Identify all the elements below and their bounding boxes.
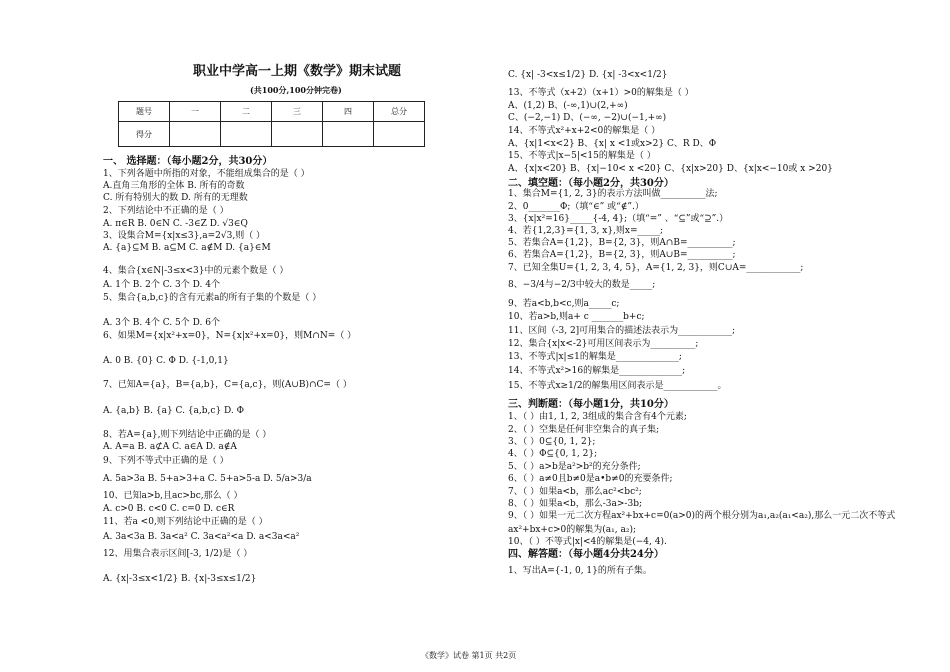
score-header-cell: 二 (221, 102, 272, 122)
question-line: ax²+bx+c>0的解集为(a₁, a₂); (508, 525, 636, 535)
question-line: 3、设集合M={x|x≤3},a=2√3,则（ ） (103, 231, 266, 241)
question-line: A. {a,b} B. {a} C. {a,b,c} D. Φ (103, 406, 245, 416)
question-line: 1、写出A={-1, 0, 1}的所有子集。 (508, 566, 652, 576)
question-line: 9、若a<b,b<c,则a_____c; (508, 299, 620, 309)
question-line: A. A=a B. a⊄A C. a∈A D. a∉A (103, 442, 237, 452)
score-table (118, 101, 425, 147)
score-cell[interactable] (170, 122, 221, 147)
page-subtitle: (共100分,100分钟完卷) (250, 85, 342, 95)
question-line: 2、0_______Φ;（填“∈” 或“∉”.） (508, 202, 644, 212)
score-header-cell: 四 (323, 102, 374, 122)
question-line: 4、若{1,2,3}={1, 3, x},则x=_____; (508, 226, 664, 236)
score-cell[interactable] (272, 122, 323, 147)
question-line: 14、不等式x²+x+2<0的解集是（ ） (508, 126, 661, 136)
score-table-header-row (119, 102, 425, 122)
question-line: 15、不等式|x−5|<15的解集是（ ） (508, 151, 656, 161)
question-line: A、{x|1<x<2} B、{x| x <1或x>2} C、R D、Φ (508, 139, 717, 149)
question-line: 4、（ ）Φ⊆{0, 1, 2}; (508, 449, 598, 459)
question-line: 5、集合{a,b,c}的含有元素a的所有子集的个数是（ ） (103, 293, 322, 303)
score-cell[interactable] (323, 122, 374, 147)
question-line: 6、若集合A={1,2}，B={2, 3}，则A∪B=__________; (508, 250, 736, 260)
question-line: 8、−3/4与−2/3中较大的数是_____; (508, 280, 656, 290)
score-header-cell: 一 (170, 102, 221, 122)
question-line: A. 5a>3a B. 5+a>3+a C. 5+a>5-a D. 5/a>3/a (103, 474, 312, 484)
score-cell[interactable] (374, 122, 425, 147)
section-heading: 四、解答题：（每小题4分共24分） (508, 549, 664, 560)
question-line: 9、（ ）如果一元二次方程ax²+bx+c=0(a>0)的两个根分别为a₁,a₂(a₁<a₂),那么一元二次不等式 (508, 511, 896, 521)
score-cell[interactable] (221, 122, 272, 147)
question-line: A. 1个 B. 2个 C. 3个 D. 4个 (103, 280, 220, 290)
page-title: 职业中学高一上期《数学》期末试题 (193, 64, 402, 79)
score-row-label: 得分 (119, 122, 170, 147)
page-footer: 《数学》试卷 第1页 共2页 (421, 651, 517, 660)
question-line: 4、集合{x∈N|-3≤x<3}中的元素个数是（ ） (103, 266, 289, 276)
question-line: A. 3a<3a B. 3a<a² C. 3a<a²<a D. a<3a<a² (103, 532, 300, 542)
question-line: A. {a}⊆M B. a⊆M C. a∉M D. {a}∈M (103, 243, 271, 253)
question-line: 11、区间（-3, 2]可用集合的描述法表示为____________; (508, 326, 736, 336)
score-header-cell: 总分 (374, 102, 425, 122)
score-header-cell: 题号 (119, 102, 170, 122)
question-line: A. c>0 B. c<0 C. c=0 D. c∈R (103, 504, 235, 514)
question-line: 3、（ ）0⊆{0, 1, 2}; (508, 437, 596, 447)
question-line: 15、不等式x≥1/2的解集用区间表示是____________。 (508, 381, 727, 391)
question-line: 7、（ ）如果a<b，那么ac²<bc²; (508, 487, 642, 497)
question-line: C. {x| -3<x≤1/2} D. {x| -3<x<1/2} (508, 70, 668, 80)
question-line: 10、若a>b,则a+ c _______b+c; (508, 312, 645, 322)
question-line: 1、（ ）由1, 1, 2, 3组成的集合含有4个元素; (508, 412, 687, 422)
question-line: 13、不等式（x+2）（x+1）>0的解集是（ ） (508, 88, 694, 98)
question-line: 8、若A={a},则下列结论中正确的是（ ） (103, 430, 272, 440)
question-line: 9、下列不等式中正确的是（ ） (103, 456, 229, 466)
question-line: A. 3个 B. 4个 C. 5个 D. 6个 (103, 318, 220, 328)
question-line: 5、若集合A={1,2}，B={2, 3}，则A∩B=__________; (508, 238, 736, 248)
question-line: A、(1,2) B、(-∞,1)∪(2,+∞) (508, 101, 628, 111)
question-line: 6、如果M={x|x²+x=0}，N={x|x²+x=0}，则M∩N=（ ） (103, 331, 357, 341)
section-heading: 三、判断题：（每小题1分，共10分） (508, 399, 674, 410)
section-heading: 一、 选择题：（每小题2分，共30分） (103, 156, 273, 167)
question-line: A. π∈R B. 0∈N C. -3∈Z D. √3∈Q (103, 219, 248, 229)
question-line: 7、已知全集U={1, 2, 3, 4, 5}，A={1, 2, 3}，则C∪A=____________; (508, 263, 804, 273)
question-line: 8、（ ）如果a<b，那么-3a>-3b; (508, 499, 642, 509)
question-line: 2、下列结论中不正确的是（ ） (103, 206, 229, 216)
question-line: 12、集合{x|x<-2}可用区间表示为__________; (508, 339, 699, 349)
question-line: 11、若a <0,则下列结论中正确的是（ ） (103, 517, 268, 527)
score-table-score-row (119, 122, 425, 147)
question-line: 3、{x|x²=16}_____{-4, 4};（填“=” 、“⊆”或“⊇”.） (508, 214, 729, 224)
question-line: 1、下列各题中所指的对象，不能组成集合的是（ ） (103, 169, 310, 179)
question-line: 1、集合M={1, 2, 3}的表示方法叫做__________法; (508, 189, 718, 199)
question-line: 13、不等式|x|≤1的解集是______________; (508, 352, 682, 362)
question-line: C、(−2,−1) D、(−∞, −2)∪(−1,+∞) (508, 113, 667, 123)
question-line: 10、已知a>b,且ac>bc,那么（ ） (103, 491, 243, 501)
section-heading: 二、填空题：（每小题2分，共30分） (508, 178, 674, 189)
question-line: A. {x|-3≤x<1/2} B. {x|-3≤x≤1/2} (103, 574, 257, 584)
score-header-cell: 三 (272, 102, 323, 122)
question-line: 14、不等式x²>16的解集是______________; (508, 366, 686, 376)
question-line: 12、用集合表示区间[-3, 1/2)是（ ） (103, 549, 253, 559)
question-line: A. 0 B. {0} C. Φ D. {-1,0,1} (103, 356, 229, 366)
question-line: 5、（ ）a>b是a²>b²的充分条件; (508, 462, 641, 472)
question-line: A、{x|x<20} B、{x|−10< x <20} C、{x|x>20} D、{x|x<−10或 x >20} (508, 164, 833, 174)
question-line: C. 所有特别大的数 D. 所有的无理数 (103, 193, 248, 203)
question-line: A.直角三角形的全体 B. 所有的奇数 (103, 181, 245, 191)
question-line: 7、已知A={a}，B={a,b}，C={a,c}，则(A∪B)∩C=（ ） (103, 380, 352, 390)
question-line: 10、（ ）不等式|x|<4的解集是(−4, 4). (508, 537, 667, 547)
question-line: 6、（ ）a≠0且b≠0是a•b≠0的充要条件; (508, 474, 673, 484)
question-line: 2、（ ）空集是任何非空集合的真子集; (508, 425, 660, 435)
